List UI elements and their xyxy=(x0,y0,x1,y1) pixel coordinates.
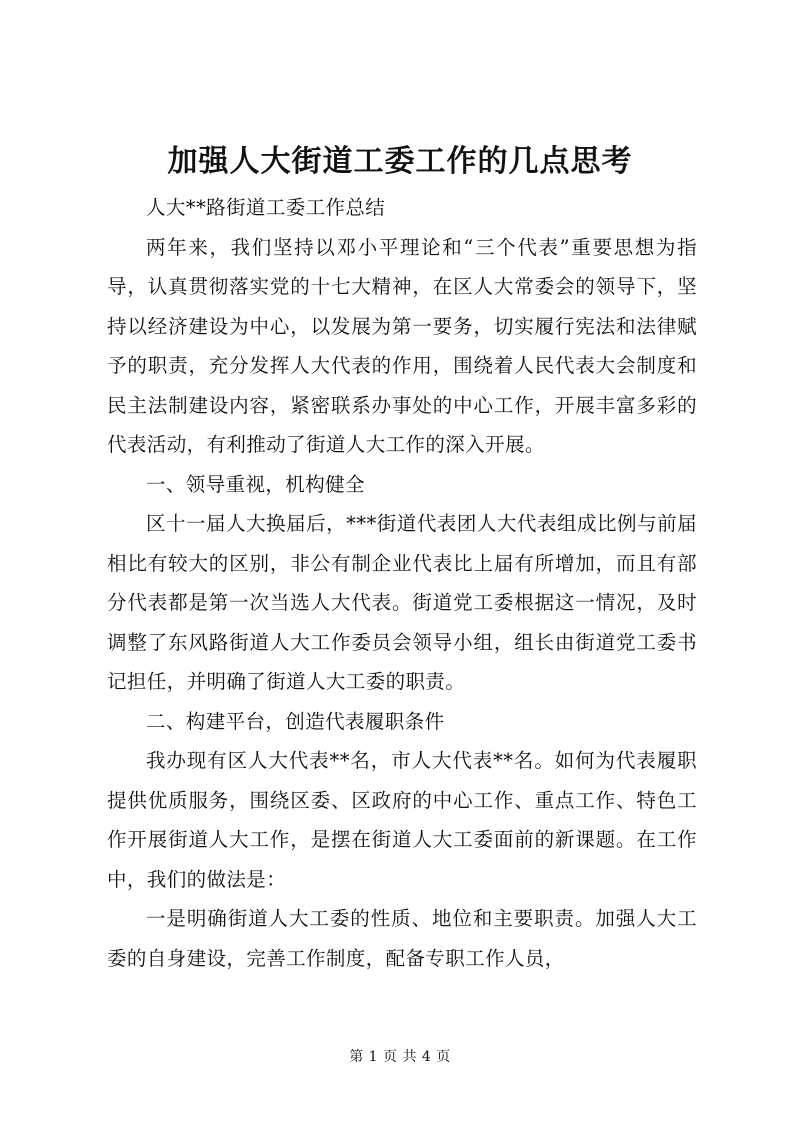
subtitle-paragraph: 人大**路街道工委工作总结 xyxy=(146,196,386,219)
intro-paragraph: 两年来，我们坚持以邓小平理论和“三个代表”重要思想为指导，认真贯彻落实党的十七大精神，在区人大常委会的领导下，坚持以经济建设为中心，以发展为第一要务，切实履行宪法和法律赋予的职责，充分发挥人大代表的作用，围绕着人民代表大会制度和民主法制建设内容，紧密联系办事处的中心工作，开展丰富多彩的代表活动，有利推动了街道人大工作的深入开展。 xyxy=(107,235,697,456)
section-heading-2: 二、构建平台，创造代表履职条件 xyxy=(146,709,445,733)
section-heading-1: 一、领导重视，机构健全 xyxy=(146,472,365,496)
document-body xyxy=(107,188,697,978)
document-title: 加强人大街道工委工作的几点思考 xyxy=(167,144,633,179)
section-2-paragraph: 我办现有区人大代表**名，市人大代表**名。如何为代表履职提供优质服务，围绕区委、区政府的中心工作、重点工作、特色工作开展街道人大工作，是摆在街道人大工委面前的新课题。在工作中，我们的做法是： xyxy=(107,749,697,891)
section-1-paragraph: 区十一届人大换届后，***街道代表团人大代表组成比例与前届相比有较大的区别，非公有制企业代表比上届有所增加，而且有部分代表都是第一次当选人大代表。街道党工委根据这一情况，及时调整了东风路街道人大工作委员会领导小组，组长由街道党工委书记担任，并明确了街道人大工委的职责。 xyxy=(107,512,697,693)
page-footer: 第 1 页 共 4 页 xyxy=(349,1049,451,1065)
section-2-item-1-paragraph: 一是明确街道人大工委的性质、地位和主要职责。加强人大工委的自身建设，完善工作制度，配备专职工作人员， xyxy=(107,907,697,970)
